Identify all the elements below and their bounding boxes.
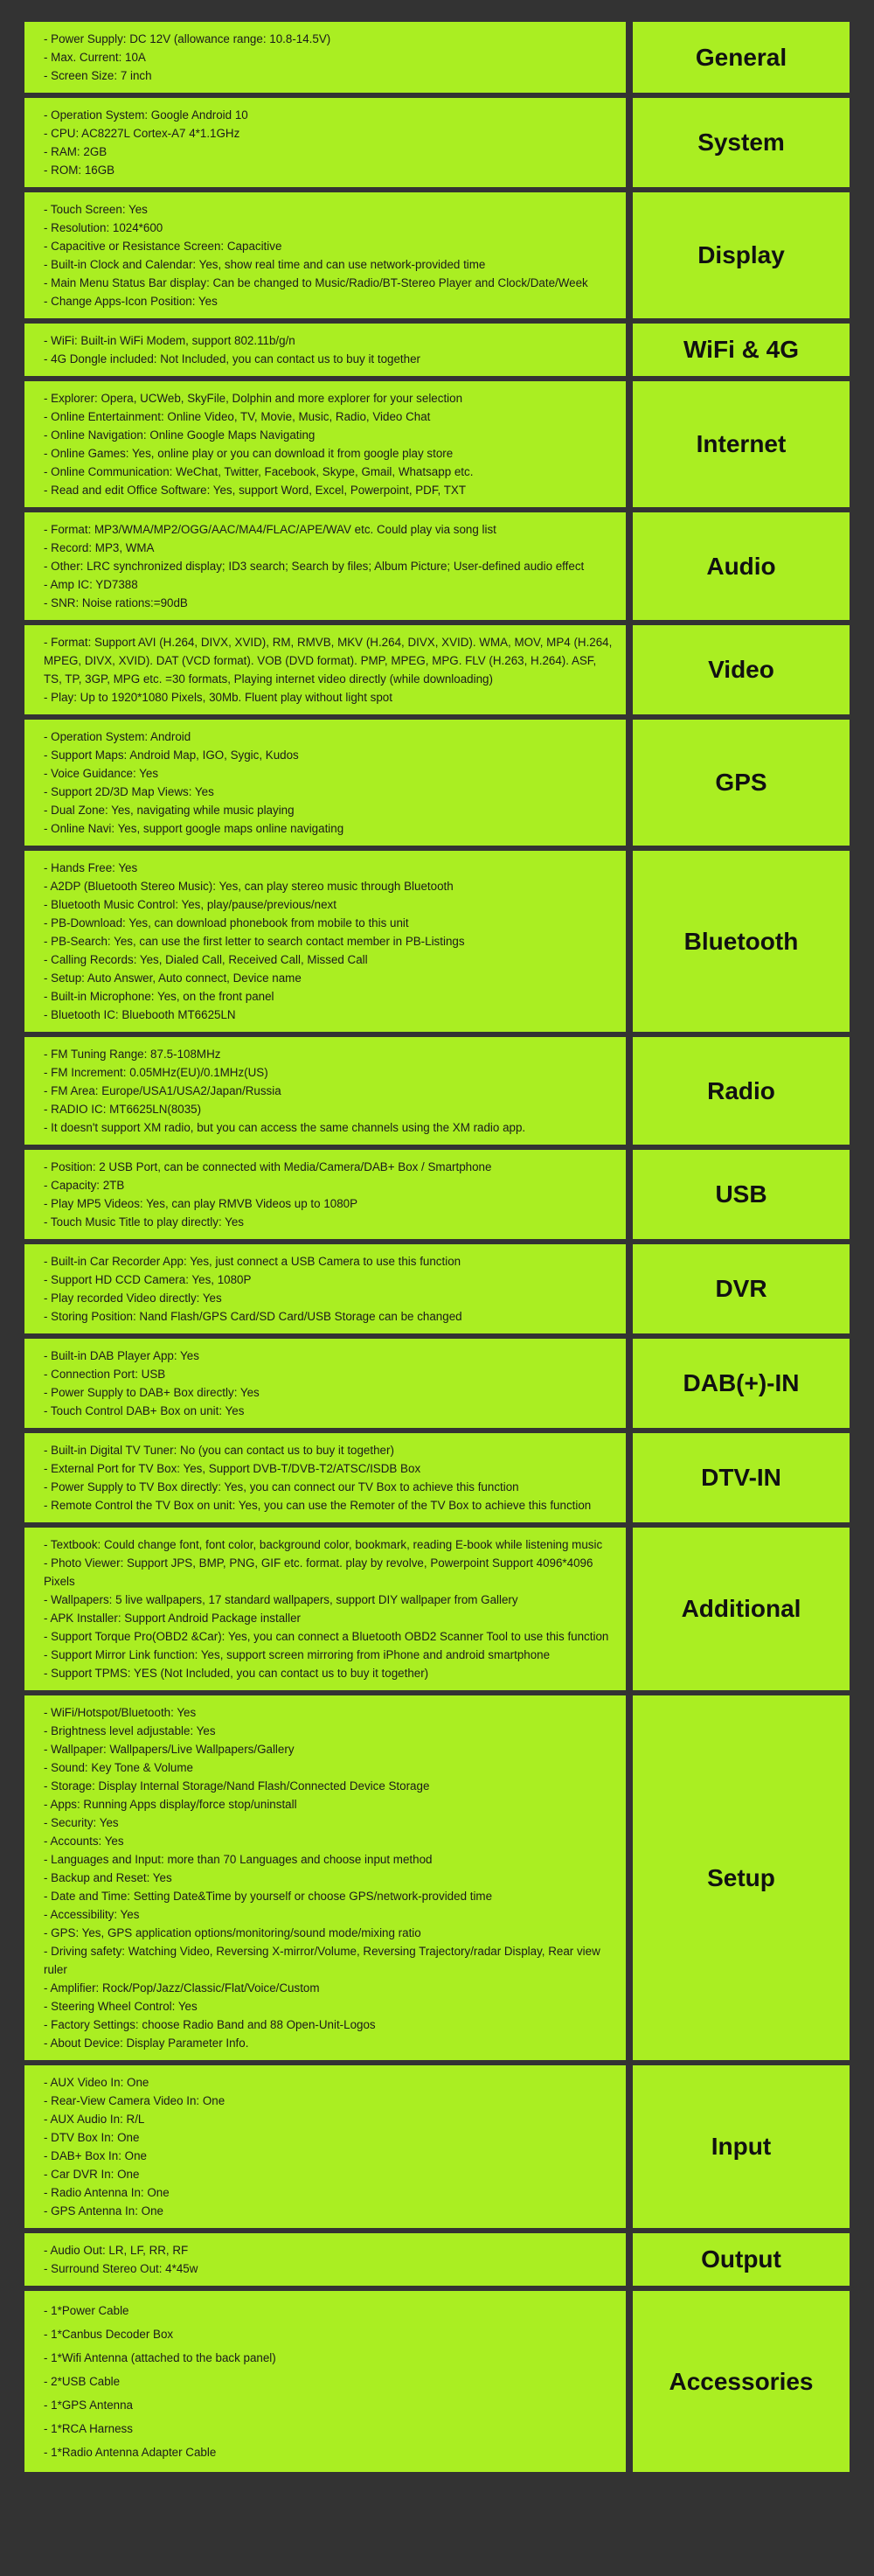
spec-item: - Power Supply: DC 12V (allowance range: 10.8-14.5V) — [44, 32, 331, 45]
spec-category-label: System — [633, 98, 850, 187]
spec-details — [24, 720, 626, 846]
spec-section-internet — [24, 381, 850, 507]
spec-item: - Voice Guidance: Yes — [44, 767, 159, 780]
spec-item: - Car DVR In: One — [44, 2168, 140, 2181]
spec-item: - Play: Up to 1920*1080 Pixels, 30Mb. Fluent play without light spot — [44, 691, 392, 704]
spec-category-label: WiFi & 4G — [633, 324, 850, 376]
spec-item: - Change Apps-Icon Position: Yes — [44, 295, 218, 308]
spec-item: - Photo Viewer: Support JPS, BMP, PNG, GIF etc. format. play by revolve, Powerpoint Support 4096*4096 Pixels — [44, 1556, 593, 1588]
spec-section-bluetooth — [24, 851, 850, 1032]
spec-section-setup — [24, 1695, 850, 2060]
spec-details — [24, 1433, 626, 1522]
spec-item: - Steering Wheel Control: Yes — [44, 2000, 198, 2013]
spec-item: - Record: MP3, WMA — [44, 541, 155, 554]
spec-item: - Touch Screen: Yes — [44, 203, 148, 216]
spec-item: - Apps: Running Apps display/force stop/uninstall — [44, 1798, 297, 1811]
spec-section-dab-in — [24, 1339, 850, 1428]
spec-item: - Max. Current: 10A — [44, 51, 146, 64]
spec-item: - Radio Antenna In: One — [44, 2186, 170, 2199]
spec-item: - Play recorded Video directly: Yes — [44, 1291, 222, 1305]
spec-item: - PB-Download: Yes, can download phonebook from mobile to this unit — [44, 916, 409, 929]
spec-item: - Driving safety: Watching Video, Reversing X-mirror/Volume, Reversing Trajectory/radar Display, Rear view ruler — [44, 1945, 600, 1976]
spec-item: - Languages and Input: more than 70 Languages and choose input method — [44, 1853, 433, 1866]
spec-item: - Storing Position: Nand Flash/GPS Card/SD Card/USB Storage can be changed — [44, 1310, 462, 1323]
spec-section-video — [24, 625, 850, 714]
spec-details — [24, 22, 626, 93]
spec-section-accessories — [24, 2291, 850, 2472]
spec-item: - FM Tuning Range: 87.5-108MHz — [44, 1048, 221, 1061]
spec-item: - Position: 2 USB Port, can be connected with Media/Camera/DAB+ Box / Smartphone — [44, 1160, 492, 1173]
spec-item: - WiFi: Built-in WiFi Modem, support 802.11b/g/n — [44, 334, 295, 347]
spec-item: - Explorer: Opera, UCWeb, SkyFile, Dolphin and more explorer for your selection — [44, 392, 463, 405]
spec-details — [24, 98, 626, 187]
spec-section-additional — [24, 1528, 850, 1690]
spec-section-general — [24, 22, 850, 93]
spec-item: - Dual Zone: Yes, navigating while music playing — [44, 804, 295, 817]
spec-item: - Rear-View Camera Video In: One — [44, 2094, 225, 2107]
spec-item: - Built-in Digital TV Tuner: No (you can contact us to buy it together) — [44, 1444, 394, 1457]
spec-item: - WiFi/Hotspot/Bluetooth: Yes — [44, 1706, 197, 1719]
spec-item: - Audio Out: LR, LF, RR, RF — [44, 2244, 189, 2257]
spec-item: - Play MP5 Videos: Yes, can play RMVB Videos up to 1080P — [44, 1197, 358, 1210]
spec-category-label: DVR — [633, 1244, 850, 1333]
spec-category-label: Audio — [633, 512, 850, 620]
spec-section-dvr — [24, 1244, 850, 1333]
spec-item: - Touch Music Title to play directly: Yes — [44, 1215, 244, 1229]
spec-item: - Built-in Car Recorder App: Yes, just connect a USB Camera to use this function — [44, 1255, 461, 1268]
spec-category-label: Internet — [633, 381, 850, 507]
spec-item: - RAM: 2GB — [44, 145, 108, 158]
spec-section-dtv-in — [24, 1433, 850, 1522]
spec-item: - 1*Canbus Decoder Box — [44, 2328, 174, 2341]
spec-details — [24, 1150, 626, 1239]
spec-details — [24, 2291, 626, 2472]
spec-category-label: Input — [633, 2065, 850, 2228]
spec-item: - Touch Control DAB+ Box on unit: Yes — [44, 1404, 245, 1417]
spec-item: - Support Mirror Link function: Yes, support screen mirroring from iPhone and android smartphone — [44, 1648, 551, 1661]
spec-item: - AUX Video In: One — [44, 2076, 149, 2089]
spec-item: - Support 2D/3D Map Views: Yes — [44, 785, 214, 798]
spec-details — [24, 1037, 626, 1145]
spec-item: - 1*GPS Antenna — [44, 2398, 133, 2412]
spec-category-label: DTV-IN — [633, 1433, 850, 1522]
spec-item: - Other: LRC synchronized display; ID3 search; Search by files; Album Picture; User-defined audio effect — [44, 560, 585, 573]
spec-item: - 1*Power Cable — [44, 2304, 129, 2317]
spec-item: - Online Entertainment: Online Video, TV, Movie, Music, Radio, Video Chat — [44, 410, 431, 423]
spec-item: - Screen Size: 7 inch — [44, 69, 152, 82]
spec-details — [24, 512, 626, 620]
spec-item: - GPS Antenna In: One — [44, 2204, 163, 2217]
spec-item: - Resolution: 1024*600 — [44, 221, 163, 234]
spec-category-label: Radio — [633, 1037, 850, 1145]
spec-category-label: Display — [633, 192, 850, 318]
spec-category-label: Video — [633, 625, 850, 714]
spec-item: - Accounts: Yes — [44, 1835, 124, 1848]
spec-category-label: GPS — [633, 720, 850, 846]
spec-item: - Power Supply to TV Box directly: Yes, you can connect our TV Box to achieve this function — [44, 1480, 519, 1493]
spec-item: - Calling Records: Yes, Dialed Call, Received Call, Missed Call — [44, 953, 368, 966]
spec-section-input — [24, 2065, 850, 2228]
spec-details — [24, 1244, 626, 1333]
spec-item: - 1*RCA Harness — [44, 2422, 133, 2435]
spec-details — [24, 1695, 626, 2060]
spec-details — [24, 192, 626, 318]
spec-item: - Online Navigation: Online Google Maps Navigating — [44, 428, 316, 442]
spec-sheet — [24, 22, 850, 2472]
spec-details — [24, 2065, 626, 2228]
spec-section-usb — [24, 1150, 850, 1239]
spec-details — [24, 1339, 626, 1428]
spec-category-label: Additional — [633, 1528, 850, 1690]
spec-item: - PB-Search: Yes, can use the first letter to search contact member in PB-Listings — [44, 935, 465, 948]
spec-item: - Online Communication: WeChat, Twitter, Facebook, Skype, Gmail, Whatsapp etc. — [44, 465, 474, 478]
spec-details — [24, 324, 626, 376]
spec-item: - Accessibility: Yes — [44, 1908, 140, 1921]
spec-section-system — [24, 98, 850, 187]
spec-item: - Power Supply to DAB+ Box directly: Yes — [44, 1386, 260, 1399]
spec-item: - Setup: Auto Answer, Auto connect, Device name — [44, 971, 302, 985]
spec-item: - FM Area: Europe/USA1/USA2/Japan/Russia — [44, 1084, 281, 1097]
spec-category-label: DAB(+)-IN — [633, 1339, 850, 1428]
spec-section-wifi-4g — [24, 324, 850, 376]
spec-item: - DTV Box In: One — [44, 2131, 140, 2144]
spec-item: - Format: MP3/WMA/MP2/OGG/AAC/MA4/FLAC/APE/WAV etc. Could play via song list — [44, 523, 496, 536]
spec-item: - 4G Dongle included: Not Included, you can contact us to buy it together — [44, 352, 420, 366]
spec-item: - Textbook: Could change font, font color, background color, bookmark, reading E-book while listening music — [44, 1538, 603, 1551]
spec-item: - About Device: Display Parameter Info. — [44, 2036, 249, 2050]
spec-section-audio — [24, 512, 850, 620]
spec-item: - FM Increment: 0.05MHz(EU)/0.1MHz(US) — [44, 1066, 268, 1079]
spec-item: - Bluetooth Music Control: Yes, play/pause/previous/next — [44, 898, 336, 911]
spec-item: - CPU: AC8227L Cortex-A7 4*1.1GHz — [44, 127, 240, 140]
spec-details — [24, 2233, 626, 2286]
spec-section-output — [24, 2233, 850, 2286]
spec-item: - External Port for TV Box: Yes, Support DVB-T/DVB-T2/ATSC/ISDB Box — [44, 1462, 421, 1475]
spec-item: - Format: Support AVI (H.264, DIVX, XVID), RM, RMVB, MKV (H.264, DIVX, XVID). WMA, MOV, MP4 (H.264, MPEG, DIVX, XVID). DAT (VCD format). VOB (DVD format). PMP, MPEG, MPG. FLV (H.263, H.264). ASF, TS, TP, 3GP, MPG etc. =30 formats, Playing internet video directly (while downloading) — [44, 636, 613, 686]
spec-section-gps — [24, 720, 850, 846]
spec-item: - Online Games: Yes, online play or you can download it from google play store — [44, 447, 454, 460]
spec-category-label: USB — [633, 1150, 850, 1239]
spec-item: - Wallpapers: 5 live wallpapers, 17 standard wallpapers, support DIY wallpaper from Gallery — [44, 1593, 518, 1606]
spec-item: - Support Torque Pro(OBD2 &Car): Yes, you can connect a Bluetooth OBD2 Scanner Tool to use this function — [44, 1630, 609, 1643]
spec-item: - Support TPMS: YES (Not Included, you can contact us to buy it together) — [44, 1667, 429, 1680]
spec-section-display — [24, 192, 850, 318]
spec-item: - Main Menu Status Bar display: Can be changed to Music/Radio/BT-Stereo Player and Clock/Date/Week — [44, 276, 588, 289]
spec-item: - Hands Free: Yes — [44, 861, 138, 874]
spec-item: - Built-in Clock and Calendar: Yes, show real time and can use network-provided time — [44, 258, 486, 271]
spec-item: - Online Navi: Yes, support google maps online navigating — [44, 822, 344, 835]
spec-item: - Bluetooth IC: Bluebooth MT6625LN — [44, 1008, 236, 1021]
spec-item: - 1*Wifi Antenna (attached to the back panel) — [44, 2351, 276, 2364]
spec-item: - It doesn't support XM radio, but you can access the same channels using the XM radio app. — [44, 1121, 526, 1134]
spec-item: - Read and edit Office Software: Yes, support Word, Excel, Powerpoint, PDF, TXT — [44, 484, 467, 497]
spec-item: - Amplifier: Rock/Pop/Jazz/Classic/Flat/Voice/Custom — [44, 1981, 320, 1995]
spec-item: - Built-in DAB Player App: Yes — [44, 1349, 199, 1362]
spec-item: - Security: Yes — [44, 1816, 119, 1829]
spec-item: - Wallpaper: Wallpapers/Live Wallpapers/Gallery — [44, 1743, 295, 1756]
spec-category-label: Accessories — [633, 2291, 850, 2472]
spec-item: - Connection Port: USB — [44, 1368, 166, 1381]
spec-item: - 1*Radio Antenna Adapter Cable — [44, 2446, 217, 2459]
spec-item: - Operation System: Google Android 10 — [44, 108, 248, 122]
spec-item: - Capacity: 2TB — [44, 1179, 125, 1192]
spec-item: - Support Maps: Android Map, IGO, Sygic, Kudos — [44, 748, 299, 762]
spec-item: - ROM: 16GB — [44, 164, 115, 177]
spec-item: - SNR: Noise rations:=90dB — [44, 596, 188, 609]
spec-item: - Operation System: Android — [44, 730, 191, 743]
spec-item: - Sound: Key Tone & Volume — [44, 1761, 193, 1774]
spec-item: - Factory Settings: choose Radio Band and 88 Open-Unit-Logos — [44, 2018, 376, 2031]
spec-item: - AUX Audio In: R/L — [44, 2113, 145, 2126]
spec-item: - Amp IC: YD7388 — [44, 578, 138, 591]
spec-item: - Support HD CCD Camera: Yes, 1080P — [44, 1273, 252, 1286]
spec-item: - Built-in Microphone: Yes, on the front panel — [44, 990, 274, 1003]
spec-details — [24, 851, 626, 1032]
spec-item: - A2DP (Bluetooth Stereo Music): Yes, can play stereo music through Bluetooth — [44, 880, 454, 893]
spec-details — [24, 381, 626, 507]
spec-item: - RADIO IC: MT6625LN(8035) — [44, 1103, 202, 1116]
spec-category-label: Output — [633, 2233, 850, 2286]
spec-item: - Storage: Display Internal Storage/Nand Flash/Connected Device Storage — [44, 1779, 430, 1793]
spec-item: - Capacitive or Resistance Screen: Capacitive — [44, 240, 282, 253]
spec-item: - Backup and Reset: Yes — [44, 1871, 172, 1884]
spec-item: - GPS: Yes, GPS application options/monitoring/sound mode/mixing ratio — [44, 1926, 421, 1939]
spec-item: - APK Installer: Support Android Package installer — [44, 1612, 302, 1625]
spec-details — [24, 1528, 626, 1690]
spec-item: - Surround Stereo Out: 4*45w — [44, 2262, 198, 2275]
spec-item: - 2*USB Cable — [44, 2375, 121, 2388]
spec-item: - Brightness level adjustable: Yes — [44, 1724, 216, 1737]
spec-item: - Date and Time: Setting Date&Time by yourself or choose GPS/network-provided time — [44, 1890, 493, 1903]
spec-category-label: Setup — [633, 1695, 850, 2060]
spec-details — [24, 625, 626, 714]
spec-section-radio — [24, 1037, 850, 1145]
spec-category-label: General — [633, 22, 850, 93]
spec-item: - Remote Control the TV Box on unit: Yes, you can use the Remoter of the TV Box to achieve this function — [44, 1499, 592, 1512]
spec-category-label: Bluetooth — [633, 851, 850, 1032]
spec-item: - DAB+ Box In: One — [44, 2149, 147, 2162]
